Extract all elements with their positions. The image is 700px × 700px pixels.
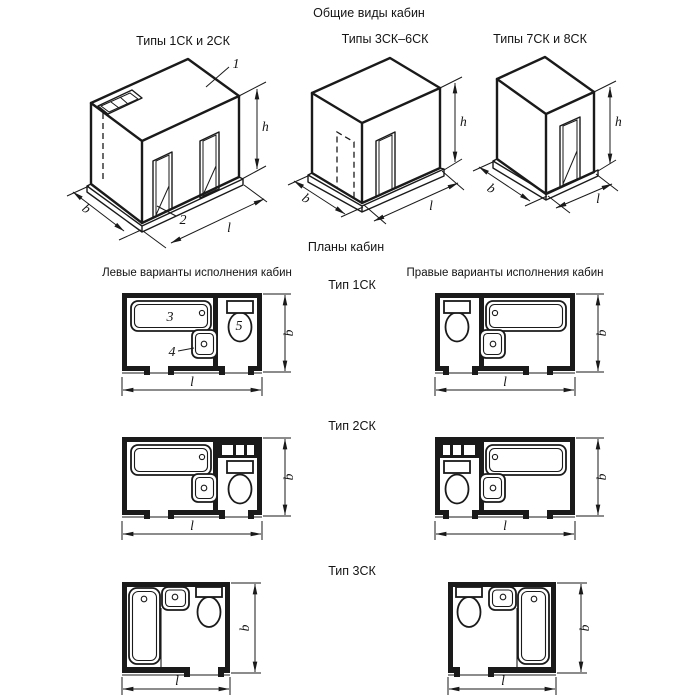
plan-3sk-right-variant bbox=[448, 582, 592, 695]
type-label-2sk: Тип 2СК bbox=[328, 419, 376, 433]
toilet-plan bbox=[227, 461, 253, 504]
svg-text:l: l bbox=[175, 673, 179, 688]
toilet-bowl bbox=[446, 313, 469, 342]
svg-text:b: b bbox=[281, 473, 296, 481]
page-title: Общие виды кабин bbox=[313, 6, 425, 20]
toilet-plan bbox=[196, 587, 222, 627]
callout-toilet-number: 5 bbox=[235, 319, 243, 334]
length-dimension bbox=[122, 518, 262, 540]
bathtub-plan bbox=[518, 588, 549, 664]
plan-1sk-left-variant bbox=[122, 293, 296, 396]
hidden-door-dashed bbox=[337, 132, 354, 198]
plan-1sk-right-variant bbox=[435, 293, 609, 396]
iso-label-3sk-6sk: Типы 3СК–6СК bbox=[341, 32, 429, 46]
svg-text:b: b bbox=[299, 190, 314, 207]
svg-text:b: b bbox=[79, 200, 94, 217]
plan-3sk-left-variant bbox=[122, 582, 261, 695]
shelf-unit bbox=[218, 442, 257, 458]
svg-text:b: b bbox=[281, 329, 296, 337]
toilet-tank bbox=[227, 461, 253, 473]
toilet-plan bbox=[444, 301, 470, 342]
toilet-tank bbox=[444, 301, 470, 313]
svg-text:h: h bbox=[460, 114, 467, 129]
washbasin-plan bbox=[192, 474, 217, 502]
plan-2sk-right-variant bbox=[435, 437, 609, 540]
bathtub-plan bbox=[131, 445, 211, 475]
toilet-plan bbox=[444, 461, 470, 504]
general-view-types-3sk-6sk bbox=[288, 58, 467, 224]
cabin-box-outline bbox=[91, 59, 239, 223]
iso-label-1sk-2sk: Типы 1СК и 2СК bbox=[136, 34, 230, 48]
height-dimension bbox=[594, 81, 622, 171]
door-leaf-front bbox=[376, 132, 395, 197]
plan-2sk-left-variant bbox=[122, 437, 296, 540]
plans-title: Планы кабин bbox=[307, 240, 385, 254]
bathtub-plan bbox=[129, 588, 160, 664]
type-label-1sk: Тип 1СК bbox=[328, 278, 376, 292]
length-dimension bbox=[435, 374, 575, 396]
toilet-tank bbox=[227, 301, 253, 313]
svg-text:b: b bbox=[237, 624, 252, 632]
width-dimension bbox=[263, 294, 296, 372]
svg-text:b: b bbox=[594, 329, 609, 337]
roof-vent-grille bbox=[98, 90, 142, 114]
svg-text:l: l bbox=[596, 191, 600, 206]
svg-text:l: l bbox=[429, 198, 433, 213]
width-dimension bbox=[576, 294, 609, 372]
width-dimension bbox=[557, 583, 592, 673]
iso-label-7sk-8sk: Типы 7СК и 8СК bbox=[493, 32, 587, 46]
svg-text:b: b bbox=[484, 180, 499, 197]
callout-bathtub-number: 3 bbox=[166, 310, 174, 325]
svg-text:l: l bbox=[501, 673, 505, 688]
door-opening-front bbox=[560, 117, 580, 187]
length-dimension bbox=[122, 673, 230, 695]
callout-roof-number: 1 bbox=[232, 57, 240, 72]
callout-base-number: 2 bbox=[179, 213, 187, 228]
toilet-tank bbox=[196, 587, 222, 597]
washbasin-plan bbox=[480, 474, 505, 502]
general-view-types-7sk-8sk bbox=[473, 57, 622, 213]
svg-text:b: b bbox=[594, 473, 609, 481]
toilet-tank bbox=[444, 461, 470, 473]
washbasin-plan bbox=[480, 330, 505, 358]
svg-text:b: b bbox=[577, 624, 592, 632]
callout-washbasin-number: 4 bbox=[168, 345, 176, 360]
height-dimension bbox=[239, 82, 269, 179]
door-opening-right bbox=[200, 132, 219, 198]
svg-text:h: h bbox=[615, 114, 622, 129]
right-variants-header: Правые варианты исполнения кабин bbox=[406, 267, 604, 279]
bathtub-plan bbox=[486, 445, 566, 475]
length-dimension bbox=[435, 518, 575, 540]
svg-text:l: l bbox=[190, 518, 194, 533]
width-dimension bbox=[263, 438, 296, 516]
length-dimension bbox=[122, 374, 262, 396]
toilet-tank bbox=[456, 587, 482, 597]
width-dimension bbox=[576, 438, 609, 516]
svg-text:l: l bbox=[227, 220, 231, 235]
left-variants-header: Левые варианты исполнения кабин bbox=[102, 267, 292, 279]
bathtub-plan bbox=[486, 301, 566, 331]
height-dimension bbox=[440, 77, 467, 170]
shelf-unit bbox=[440, 442, 479, 458]
door-opening-left bbox=[153, 152, 172, 218]
width-dimension bbox=[231, 583, 261, 673]
length-dimension bbox=[448, 673, 556, 695]
type-label-3sk: Тип 3СК bbox=[328, 564, 376, 578]
callout-1-leader bbox=[206, 67, 229, 87]
toilet-bowl bbox=[229, 475, 252, 504]
washbasin-plan bbox=[162, 587, 189, 610]
toilet-plan bbox=[456, 587, 482, 627]
washbasin-plan bbox=[489, 587, 516, 610]
toilet-bowl bbox=[446, 475, 469, 504]
toilet-bowl bbox=[198, 597, 221, 627]
svg-text:h: h bbox=[262, 119, 269, 134]
svg-text:l: l bbox=[503, 374, 507, 389]
general-view-types-1sk-2sk bbox=[67, 57, 269, 248]
cabin-box-edges bbox=[91, 96, 239, 223]
svg-text:l: l bbox=[503, 518, 507, 533]
washbasin-plan bbox=[192, 330, 217, 358]
svg-text:l: l bbox=[190, 374, 194, 389]
toilet-bowl bbox=[458, 597, 481, 627]
